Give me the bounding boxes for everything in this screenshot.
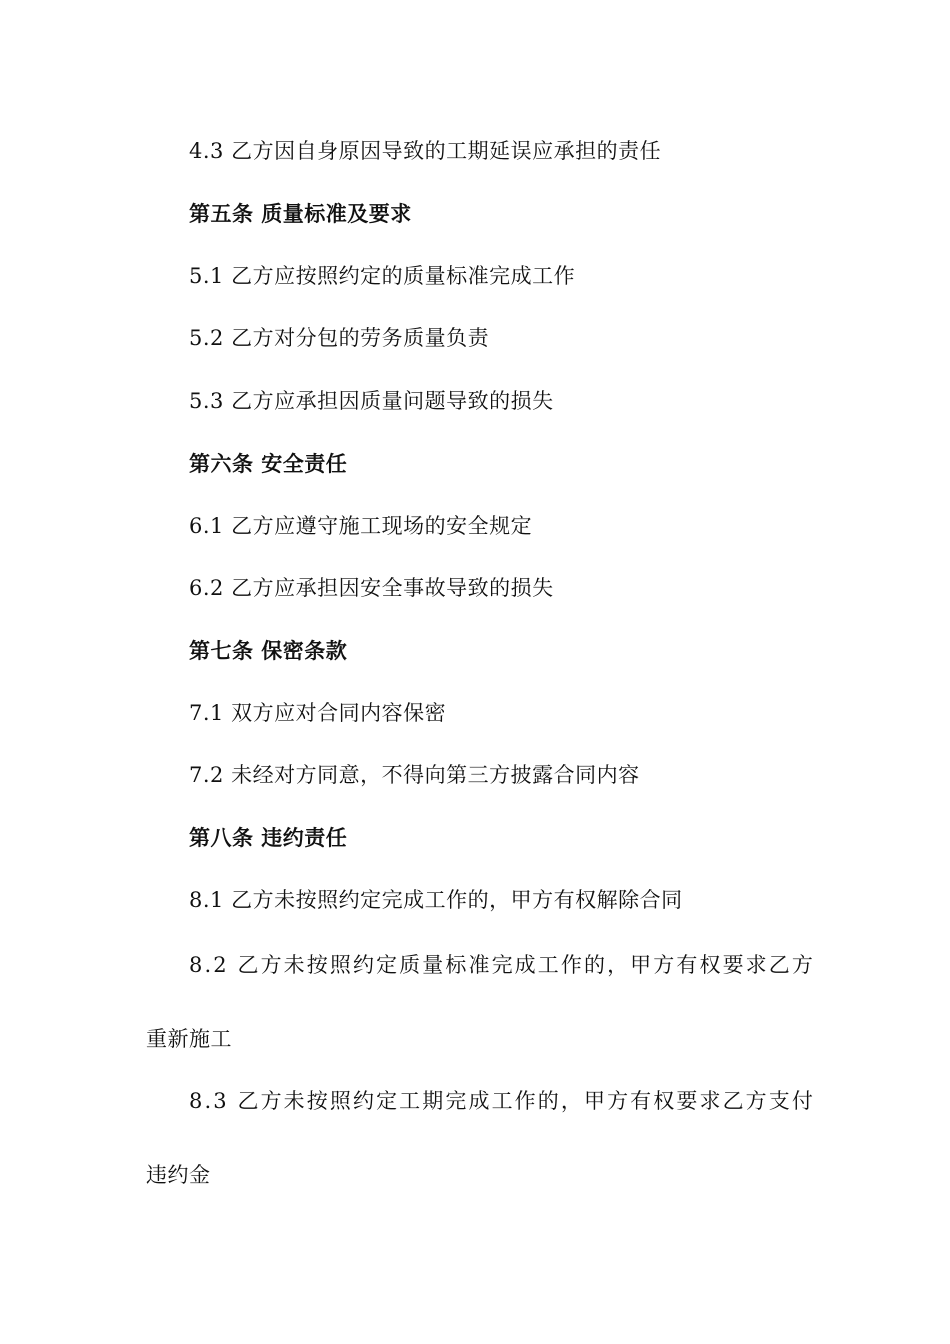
clause-6-1: 6.1 乙方应遵守施工现场的安全规定 xyxy=(189,514,533,538)
clause-6-2: 6.2 乙方应承担因安全事故导致的损失 xyxy=(189,576,554,600)
article-8-heading: 第八条 违约责任 xyxy=(189,826,348,850)
clause-4-3: 4.3 乙方因自身原因导致的工期延误应承担的责任 xyxy=(189,139,662,163)
article-5-heading: 第五条 质量标准及要求 xyxy=(189,202,412,226)
article-6-heading: 第六条 安全责任 xyxy=(189,452,348,476)
article-7-heading: 第七条 保密条款 xyxy=(189,639,348,663)
clause-8-1: 8.1 乙方未按照约定完成工作的，甲方有权解除合同 xyxy=(189,888,683,912)
clause-5-2: 5.2 乙方对分包的劳务质量负责 xyxy=(189,326,490,350)
clause-7-1: 7.1 双方应对合同内容保密 xyxy=(189,701,447,725)
clause-8-3-continuation: 违约金 xyxy=(146,1163,211,1187)
clause-5-1: 5.1 乙方应按照约定的质量标准完成工作 xyxy=(189,264,576,288)
clause-5-3: 5.3 乙方应承担因质量问题导致的损失 xyxy=(189,389,554,413)
clause-8-2: 8.2 乙方未按照约定质量标准完成工作的，甲方有权要求乙方 xyxy=(189,953,815,977)
clause-7-2: 7.2 未经对方同意，不得向第三方披露合同内容 xyxy=(189,763,640,787)
clause-8-2-continuation: 重新施工 xyxy=(146,1027,232,1051)
clause-8-3: 8.3 乙方未按照约定工期完成工作的，甲方有权要求乙方支付 xyxy=(189,1089,815,1113)
